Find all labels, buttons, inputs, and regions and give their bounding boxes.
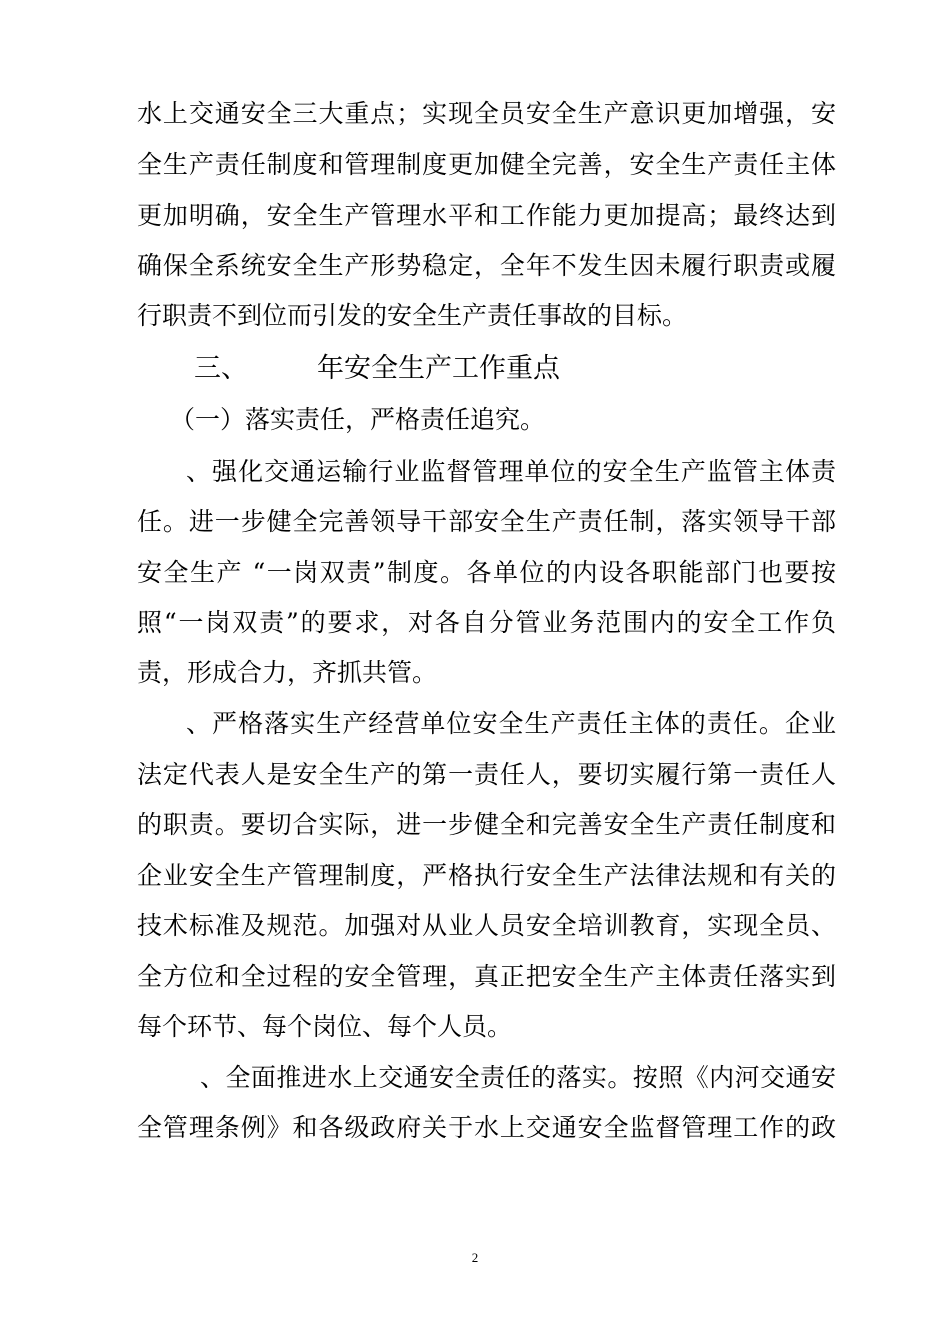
text-line: 行职责不到位而引发的安全生产责任事故的目标。 xyxy=(137,301,688,330)
text-line: 全方位和全过程的安全管理，真正把安全生产主体责任落实到 xyxy=(137,962,836,991)
text-line: 、强化交通运输行业监督管理单位的安全生产监管主体责 xyxy=(186,457,836,486)
text-line: 企业安全生产管理制度，严格执行安全生产法律法规和有关的 xyxy=(137,861,836,890)
text-line: 每个环节、每个岗位、每个人员。 xyxy=(137,1012,513,1041)
text-line: 法定代表人是安全生产的第一责任人，要切实履行第一责任人 xyxy=(137,760,836,789)
section-heading-number: 三、 xyxy=(194,353,248,384)
sub-heading: （一）落实责任，严格责任追究。 xyxy=(170,405,546,434)
text-line: 安全生产 “一岗双责”制度。各单位的内设各职能部门也要按 xyxy=(137,558,836,587)
page-number: 2 xyxy=(471,1250,479,1265)
text-line: 全生产责任制度和管理制度更加健全完善，安全生产责任主体 xyxy=(137,150,836,179)
text-line: 全管理条例》和各级政府关于水上交通安全监督管理工作的政 xyxy=(137,1113,836,1142)
text-line: 照“一岗双责”的要求，对各自分管业务范围内的安全工作负 xyxy=(137,608,836,637)
text-line: 确保全系统安全生产形势稳定，全年不发生因未履行职责或履 xyxy=(137,251,836,280)
text-line: 水上交通安全三大重点；实现全员安全生产意识更加增强，安 xyxy=(137,99,836,128)
text-line: 、全面推进水上交通安全责任的落实。按照《内河交通安 xyxy=(200,1063,836,1092)
text-line: 责，形成合力，齐抓共管。 xyxy=(137,658,438,687)
text-line: 技术标准及规范。加强对从业人员安全培训教育，实现全员、 xyxy=(137,911,836,940)
text-line: 任。进一步健全完善领导干部安全生产责任制，落实领导干部 xyxy=(137,507,836,536)
text-line: 的职责。要切合实际，进一步健全和完善安全生产责任制度和 xyxy=(137,810,836,839)
section-heading-title: 年安全生产工作重点 xyxy=(317,353,560,384)
text-line: 更加明确，安全生产管理水平和工作能力更加提高；最终达到 xyxy=(137,201,836,230)
text-line: 、严格落实生产经营单位安全生产责任主体的责任。企业 xyxy=(186,709,836,738)
